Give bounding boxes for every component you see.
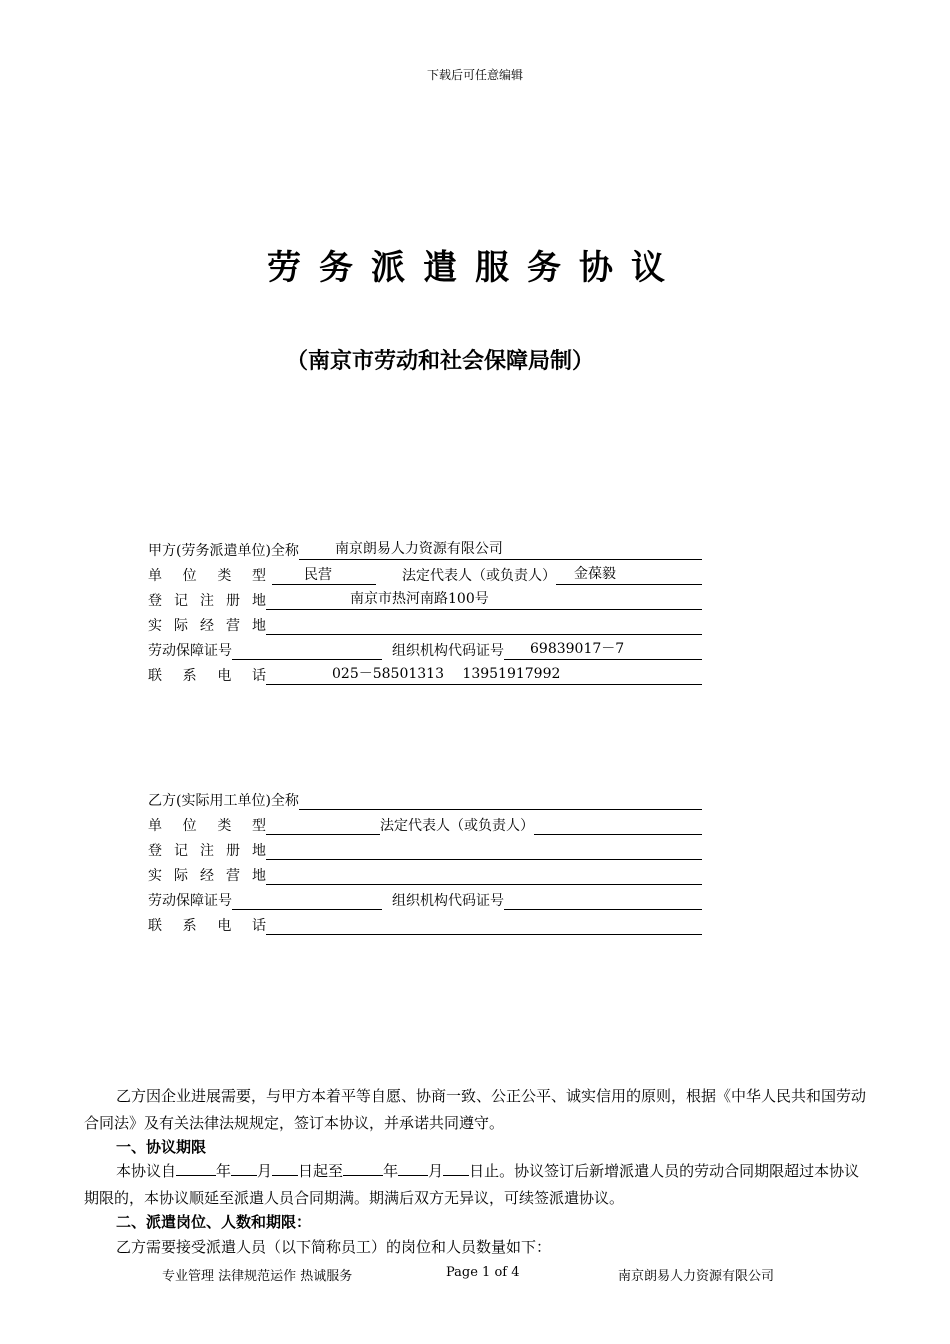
- party-b-name-field[interactable]: [299, 790, 702, 810]
- party-b-phone-row: [148, 913, 702, 935]
- year-label: 年: [216, 1162, 232, 1180]
- party-a-org-code-label: 组织机构代码证号: [392, 643, 504, 659]
- party-a-cert-label: 劳动保障证号: [148, 643, 232, 659]
- section-1-paragraph: [84, 1158, 866, 1212]
- end-month-label: 月: [428, 1162, 444, 1180]
- party-a-reg-row: [148, 588, 702, 610]
- document-title: 劳务派遣服务协议: [267, 248, 683, 288]
- section-1-heading: 一、协议期限: [116, 1138, 207, 1156]
- party-a-reg-label: 登 记 注 册 地: [148, 593, 266, 609]
- party-b-reg-label: 登 记 注 册 地: [148, 843, 266, 859]
- party-b-phone-label: 联 系 电 话: [148, 918, 266, 934]
- party-b-org-code-field[interactable]: [504, 890, 702, 910]
- party-a-type-row: [148, 563, 702, 585]
- party-b-cert-row: [148, 888, 702, 910]
- party-b-legal-rep-field[interactable]: [534, 815, 702, 835]
- start-month-blank[interactable]: [231, 1159, 257, 1176]
- term-rest: 日止。协议签订后新增派遣人员的劳动合同期限超过本协议期限的，本协议顺延至派遣人员合同期满。期满后双方无异议，可续签派遣协议。: [84, 1162, 860, 1207]
- party-b-biz-field[interactable]: [266, 865, 702, 885]
- end-month-blank[interactable]: [398, 1159, 428, 1176]
- start-day-blank[interactable]: [272, 1159, 298, 1176]
- party-b-legal-rep-label: 法定代表人（或负责人）: [380, 818, 534, 834]
- party-a-cert-field[interactable]: [232, 640, 382, 660]
- end-year-blank[interactable]: [343, 1159, 383, 1176]
- end-day-blank[interactable]: [443, 1159, 469, 1176]
- party-a-phone-label: 联 系 电 话: [148, 668, 266, 684]
- month-label: 月: [257, 1162, 273, 1180]
- party-a-name-field[interactable]: 南京朗易人力资源有限公司: [299, 540, 702, 560]
- party-b-org-code-label: 组织机构代码证号: [392, 893, 504, 909]
- intro-paragraph: 乙方因企业进展需要，与甲方本着平等自愿、协商一致、公正公平、诚实信用的原则，根据《中华人民共和国劳动合同法》及有关法律法规规定，签订本协议，并承诺共同遵守。: [84, 1087, 867, 1132]
- party-b-cert-label: 劳动保障证号: [148, 893, 232, 909]
- section-2-heading: 二、派遣岗位、人数和期限：: [116, 1213, 312, 1231]
- party-a-name-row: [148, 538, 702, 560]
- party-a-biz-row: [148, 613, 702, 635]
- party-b-name-label: 乙方(实际用工单位)全称: [148, 793, 299, 809]
- party-b-biz-label: 实 际 经 营 地: [148, 868, 266, 884]
- section-2-paragraph: 乙方需要接受派遣人员（以下简称员工）的岗位和人员数量如下：: [116, 1238, 552, 1256]
- party-a-phone-row: [148, 663, 702, 685]
- party-b-reg-row: [148, 838, 702, 860]
- party-a-name-label: 甲方(劳务派遣单位)全称: [148, 543, 299, 559]
- party-b-reg-field[interactable]: [266, 840, 702, 860]
- party-a-cert-row: [148, 638, 702, 660]
- term-prefix: 本协议自: [116, 1162, 177, 1180]
- party-a-type-field[interactable]: 民营: [272, 566, 376, 585]
- party-b-phone-field[interactable]: [266, 915, 702, 935]
- party-b-cert-field[interactable]: [232, 890, 382, 910]
- party-a-legal-rep-label: 法定代表人（或负责人）: [402, 568, 556, 584]
- party-a-reg-field[interactable]: 南京市热河南路100号: [266, 590, 702, 610]
- footer-company: 南京朗易人力资源有限公司: [618, 1269, 775, 1284]
- end-year-label: 年: [383, 1162, 399, 1180]
- header-note: 下载后可任意编辑: [426, 68, 523, 82]
- party-a-type-label: 单 位 类 型: [148, 568, 266, 584]
- party-a-legal-rep-field[interactable]: 金葆毅: [556, 565, 702, 585]
- day-to-label: 日起至: [298, 1162, 344, 1180]
- party-a-biz-field[interactable]: [266, 615, 702, 635]
- party-b-type-label: 单 位 类 型: [148, 818, 266, 834]
- footer-page-number: Page 1 of 4: [446, 1265, 520, 1280]
- footer-slogan: 专业管理 法律规范运作 热诚服务: [162, 1269, 353, 1284]
- party-a-phone-field[interactable]: 025－58501313 13951917992: [266, 665, 702, 685]
- start-year-blank[interactable]: [176, 1159, 216, 1176]
- party-b-type-row: [148, 813, 702, 835]
- party-b-type-field[interactable]: [266, 815, 380, 835]
- document-subtitle: （南京市劳动和社会保障局制）: [285, 349, 594, 374]
- party-b-biz-row: [148, 863, 702, 885]
- party-a-org-code-field[interactable]: 69839017－7: [504, 640, 702, 660]
- party-a-biz-label: 实 际 经 营 地: [148, 618, 266, 634]
- party-b-name-row: [148, 788, 702, 810]
